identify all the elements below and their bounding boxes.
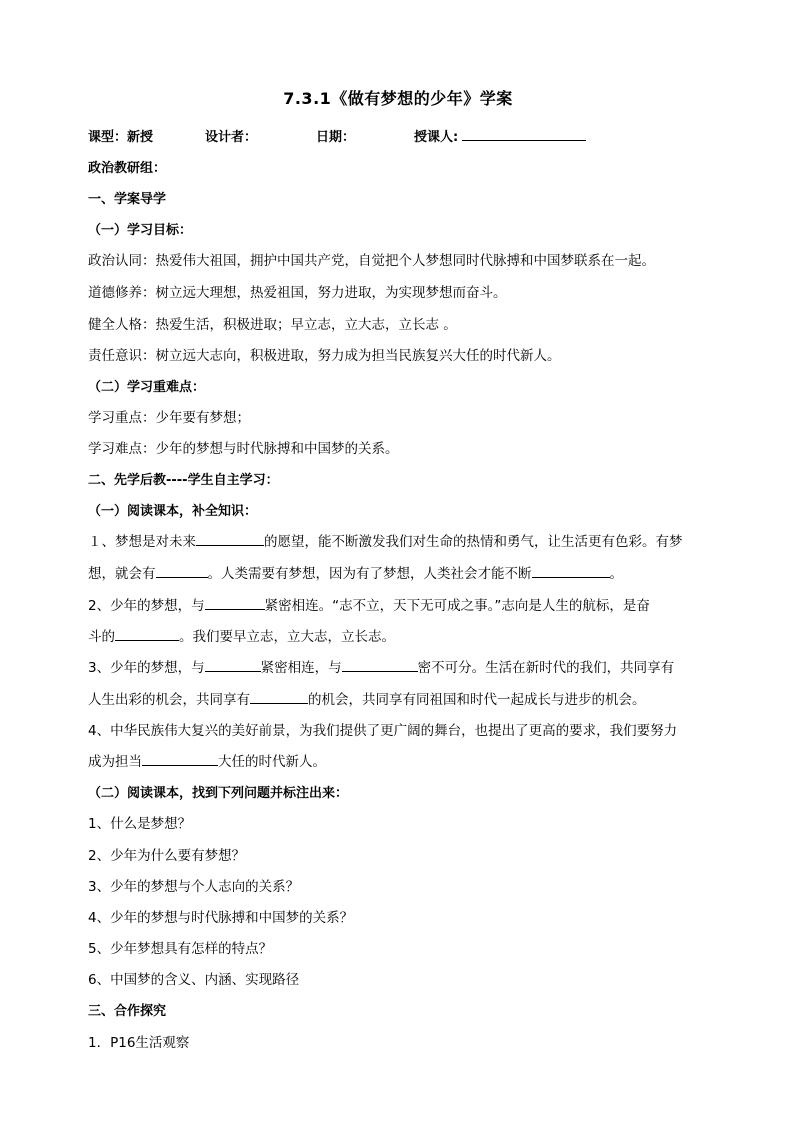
section-2-heading: 二、先学后教----学生自主学习： [88,473,279,488]
blank-3[interactable] [532,565,610,578]
section-3-heading: 三、合作探究 [88,1004,167,1019]
blank-9[interactable] [142,753,218,766]
list-item: 2、少年为什么要有梦想？ [88,848,246,864]
find-questions-heading: （二）阅读课本，找到下列问题并标注出来： [88,786,349,801]
section-1-heading: 一、学案导学 [88,192,167,207]
key-point: 学习重点：少年要有梦想； [88,410,250,426]
teacher-blank[interactable] [462,128,586,141]
blank-7[interactable] [342,659,418,672]
fill-question-2-line-1: 2、少年的梦想，与 紧密相连。“志不立，天下无可成之事。”志向是人生的航标，是奋 [88,598,650,614]
blank-2[interactable] [156,565,208,578]
fill-question-2-line-2: 斗的 。我们要早立志，立大志，立长志。 [88,629,395,645]
fill-question-4-line-2: 成为担当 大任的时代新人。 [88,754,326,770]
teacher-label: 授课人: [414,130,459,145]
blank-5[interactable] [115,628,179,641]
page-title: 7.3.1《做有梦想的少年》学案 [283,89,513,108]
blank-4[interactable] [205,597,265,610]
designer-label: 设计者： [205,130,258,145]
activity-item-1: 1．P16生活观察 [88,1035,190,1051]
list-item: 3、少年的梦想与个人志向的关系？ [88,879,300,895]
key-difficulty-heading: （二）学习重难点： [88,380,206,395]
blank-6[interactable] [205,659,261,672]
goal-political: 政治认同：热爱伟大祖国，拥护中国共产党，自觉把个人梦想同时代脉搏和中国梦联系在一起。 [88,253,655,269]
goal-responsibility: 责任意识：树立远大志向，积极进取，努力成为担当民族复兴大任的时代新人。 [88,348,561,364]
lesson-type: 课型：新授 [88,130,154,145]
list-item: 1、什么是梦想？ [88,816,192,832]
learning-goals-heading: （一）学习目标： [88,223,193,238]
list-item: 6、中国梦的含义、内涵、实现路径 [88,972,300,988]
fill-question-1-line-1: １、梦想是对未来 的愿望，能不断激发我们对生命的热情和勇气，让生活更有色彩。有梦 [88,534,683,550]
fill-in-heading: （一）阅读课本，补全知识： [88,504,258,519]
goal-personality: 健全人格：热爱生活，积极进取；早立志，立大志，立长志 。 [88,317,457,333]
research-group: 政治教研组： [88,161,167,176]
date-label: 日期： [316,130,356,145]
fill-question-3-line-2: 人生出彩的机会，共同享有 的机会，共同享有同祖国和时代一起成长与进步的机会。 [88,692,646,708]
blank-1[interactable] [196,533,264,546]
difficulty-point: 学习难点：少年的梦想与时代脉搏和中国梦的关系。 [88,441,399,457]
fill-question-4-line-1: 4、中华民族伟大复兴的美好前景，为我们提供了更广阔的舞台，也提出了更高的要求，我们要努力 [88,723,678,739]
fill-question-3-line-1: 3、少年的梦想，与 紧密相连，与 密不可分。生活在新时代的我们，共同享有 [88,660,675,676]
list-item: 4、少年的梦想与时代脉搏和中国梦的关系？ [88,910,354,926]
blank-8[interactable] [250,691,308,704]
fill-question-1-line-2: 想，就会有 。人类需要有梦想，因为有了梦想，人类社会才能不断 。 [88,566,623,582]
list-item: 5、少年梦想具有怎样的特点？ [88,941,273,957]
goal-moral: 道德修养：树立远大理想，热爱祖国，努力进取，为实现梦想而奋斗。 [88,285,507,301]
